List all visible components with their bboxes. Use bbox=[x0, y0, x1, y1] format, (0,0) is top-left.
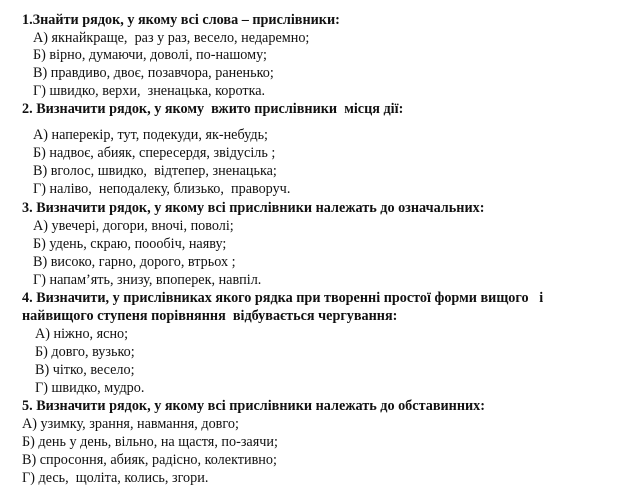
question-5-option-a: А) узимку, зрання, навмання, довго; bbox=[22, 416, 239, 432]
question-4-title-line-2: найвищого ступеня порівняння відбувається чергування: bbox=[22, 308, 398, 324]
question-5-title: 5. Визначити рядок, у якому всі прислівники належать до обставинних: bbox=[22, 398, 485, 414]
question-2-option-b: Б) надвоє, абияк, спересердя, звідусіль ; bbox=[33, 145, 276, 161]
question-3-option-b: Б) удень, скраю, поообіч, наяву; bbox=[33, 236, 227, 252]
question-2-title: 2. Визначити рядок, у якому вжито прислівники місця дії: bbox=[22, 101, 404, 117]
question-4-option-b: Б) довго, вузько; bbox=[35, 344, 135, 360]
question-3-option-a: А) увечері, догори, вночі, поволі; bbox=[33, 218, 234, 234]
question-1-option-b: Б) вірно, думаючи, доволі, по-нашому; bbox=[33, 47, 267, 63]
question-5-option-d: Г) десь, щоліта, колись, згори. bbox=[22, 470, 209, 486]
question-2-option-a: А) наперекір, тут, подекуди, як-небудь; bbox=[33, 127, 268, 143]
question-1-option-c: В) правдиво, двоє, позавчора, раненько; bbox=[33, 65, 274, 81]
question-4-option-d: Г) швидко, мудро. bbox=[35, 380, 145, 396]
question-2-option-d: Г) наліво, неподалеку, близько, праворуч. bbox=[33, 181, 291, 197]
question-5-option-b: Б) день у день, вільно, на щастя, по-заячи; bbox=[22, 434, 278, 450]
question-4-option-a: А) ніжно, ясно; bbox=[35, 326, 129, 342]
question-1-option-d: Г) швидко, верхи, зненацька, коротка. bbox=[33, 83, 266, 99]
question-3-option-c: В) високо, гарно, дорого, втрьох ; bbox=[33, 254, 236, 270]
question-3-title: 3. Визначити рядок, у якому всі прислівники належать до означальних: bbox=[22, 200, 485, 216]
question-4-option-c: В) чітко, весело; bbox=[35, 362, 135, 378]
question-5-option-c: В) спросоння, абияк, радісно, колективно; bbox=[22, 452, 277, 468]
question-1-option-a: А) якнайкраще, раз у раз, весело, недаремно; bbox=[33, 30, 310, 46]
question-4-title-line-1: 4. Визначити, у прислівниках якого рядка при творенні простої форми вищого і bbox=[22, 290, 544, 306]
question-1-title: 1.Знайти рядок, у якому всі слова – прислівники: bbox=[22, 12, 340, 28]
question-2-option-c: В) вголос, швидко, відтепер, зненацька; bbox=[33, 163, 277, 179]
question-3-option-d: Г) напам’ять, знизу, впоперек, навпіл. bbox=[33, 272, 262, 288]
